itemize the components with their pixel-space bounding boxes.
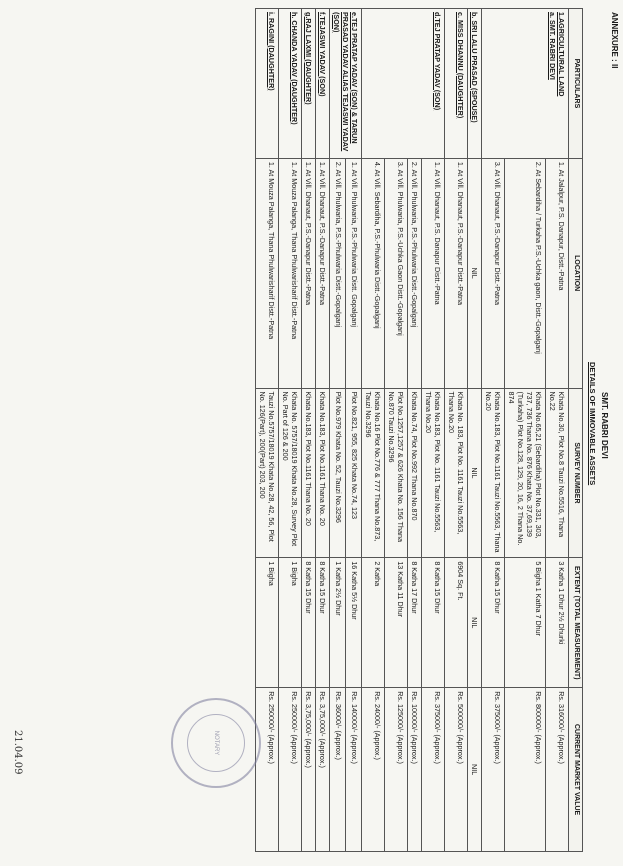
col-value: CURRENT MARKET VALUE (569, 688, 583, 852)
cell-value: Rs. 375000/- (Approx.) (422, 688, 445, 852)
table-header (569, 9, 583, 852)
section-head: d.TEJ PRATAP YADAV (SON) (362, 9, 445, 159)
cell-extent: 5 Bigha 1 Katha 7 Dhur (505, 558, 546, 688)
table-row (316, 9, 330, 852)
cell-survey: NIL (468, 388, 482, 558)
cell-location: 1. At Vill. Phulwaria, P.S.-Phulwaria Distt. Gopalganj (346, 158, 362, 388)
cell-location: 2. At Vill. Phulwaria, P.S.-Phulwaria Distt.-Gopalganj (330, 158, 346, 388)
col-survey: SURVEY NUMBER (569, 388, 583, 558)
cell-location: 1. At Jalalpur, P.S. Danapur, Distt.-Patna (546, 158, 569, 388)
cell-extent: 8 Katha 17 Dhur (408, 558, 422, 688)
cell-value: NIL (468, 688, 482, 852)
cell-location: 1. At Mouza Palanga, Thana Phulwarisharif Distt.-Patna (256, 158, 279, 388)
cell-extent: 6904 Sq. Ft. (445, 558, 468, 688)
cell-extent: 8 Katha 15 Dhur (422, 558, 445, 688)
col-particulars: PARTICULARS (569, 9, 583, 159)
col-location: LOCATION (569, 158, 583, 388)
section-head: c. MISS DHANNU (DAUGHTER) (445, 9, 468, 159)
cell-value: Rs. 800000/- (Approx.) (505, 688, 546, 852)
notary-stamp (171, 698, 261, 788)
cell-survey: Khata No. 5757/18019 Khata No.28, Survey Plot No. Part of 126 & 200 (279, 388, 302, 558)
cell-location: 1. At Vill. Dhanaut, P.S.-Danapur Distt.-Patna (316, 158, 330, 388)
cell-survey: Plot No.979 Khata No. 52, Tauzi No.3296 (330, 388, 346, 558)
table-row (302, 9, 316, 852)
cell-survey: Plot No.821, 955, 825 Khata No.74, 123 (346, 388, 362, 558)
assets-table (255, 8, 583, 852)
cell-value: Rs. 3,75,000/- (Approx.) (316, 688, 330, 852)
section-head: g.RAJ LAXMI (DAUGHTER) (302, 9, 316, 159)
subtitle: DETAILS OF IMMOVABLE ASSETS (588, 362, 597, 486)
cell-location: 3. At Vill. Dhanaut, P.S.-Danapur Distt.-Patna (482, 158, 505, 388)
cell-survey: Khata No.16 Plot No.776 & 777 Thana No.873, Tauzi No.3296 (362, 388, 385, 558)
cell-extent: 8 Katha 15 Dhur (302, 558, 316, 688)
cell-extent: 1 Bigha (256, 558, 279, 688)
cell-extent: 8 Katha 15 Dhur (482, 558, 505, 688)
cell-value: Rs. 3,75,000/- (Approx.) (302, 688, 316, 852)
table-row (256, 9, 279, 852)
table-row (445, 9, 468, 852)
cell-extent: 1 Bigha (279, 558, 302, 688)
cell-value: Rs. 140000/- (Approx.) (346, 688, 362, 852)
section-head: f.TEJASWI YADAV (SON) (316, 9, 330, 159)
cell-value: Rs. 250000/- (Approx.) (279, 688, 302, 852)
cell-survey: Khata No.30, Plot No.8 Tauzi No.5516, Thana No.22 (546, 388, 569, 558)
section-head: b. SRI LALU PRASAD (SPOUSE) (468, 9, 482, 159)
cell-survey: Tauzi No.5757/18019 Khata No.28, 42, 56, Plot No. 126(Part), 200(Part) 203, 200 (256, 388, 279, 558)
cell-extent: 13 Katha 11 Dhur (385, 558, 408, 688)
cell-survey: Khata No.183, Plot No.1161 Tauzi No.5563, Thana No.20 (482, 388, 505, 558)
cell-extent: 3 Katha 1 Dhur 2½ Dhurki (546, 558, 569, 688)
cell-survey: Khata No.183, Plot No.1161 Thana No. 20 (302, 388, 316, 558)
cell-extent: NIL (468, 558, 482, 688)
section-head: h. CHANDA YADAV (DAUGHTER) (279, 9, 302, 159)
cell-location: 1. At Vill. Dhanaut, P.S.-Danapur Distt.-Patna (445, 158, 468, 388)
cell-extent: 1 Katha 2½ Dhur (330, 558, 346, 688)
cell-survey: Khata No.183, Plot No.1161 Thana No. 20 (316, 388, 330, 558)
cell-value: Rs. 316000/- (Approx.) (546, 688, 569, 852)
cell-location: NIL (468, 158, 482, 388)
table-row (346, 9, 362, 852)
cell-survey: Plot No.1257,1257 & 626 Khata No. 156 Thana No.870 Tauzi No.3296 (385, 388, 408, 558)
handwritten-date: 21.04.09 (12, 730, 23, 775)
annexure-label: ANNEXURE : II (610, 12, 619, 69)
table-row (279, 9, 302, 852)
section-head: i. RAGINI (DAUGHTER) (256, 9, 279, 159)
cell-value: Rs. 100000/- (Approx.) (408, 688, 422, 852)
cell-value: Rs. 125000/- (Approx.) (385, 688, 408, 852)
section-head: e.TEJ PRATAP YADAV (SON) & TARUN PRASAD YADAV ALIAS TEJASWI YADAV (SON) (330, 9, 362, 159)
cell-location: 1. At Mouza Palanga, Thana Phulwarisharif Distt.-Patna (279, 158, 302, 388)
cell-value: Rs. 24000/- (Approx.) (362, 688, 385, 852)
cell-location: 2. At Sebardiha / Turkaha P.S.-Uchka gaon, Distt.-Gopalganj (505, 158, 546, 388)
section-head: 1.AGRICULTURAL LAND (557, 12, 567, 97)
col-extent: EXTENT (TOTAL MEASUREMENT) (569, 558, 583, 688)
notary-stamp-text: NOTARY (187, 714, 245, 772)
table-row (422, 9, 445, 852)
cell-value: Rs. 500000/- (Approx.) (445, 688, 468, 852)
section-sub: a. SMT. RABRI DEVI (548, 12, 558, 80)
cell-extent: 8 Katha 15 Dhur (316, 558, 330, 688)
cell-survey: Khata No.74, Plot No.992 Thana No.870 (408, 388, 422, 558)
cell-value: Rs. 250000/- (Approx.) (256, 688, 279, 852)
table-row (468, 9, 482, 852)
cell-location: 2. At Vill. Phulwaria, P.S.-Phulwaria Distt.-Gopalganj (408, 158, 422, 388)
owner-title: SMT. RABRI DEVI (600, 392, 609, 459)
cell-survey: Khata No.65,21 (Sebardiha) Plot No.331, 303, 737, 736 Thana No. 876 Khata No. 37,69,139 (Turkaha) Plot No.128, 129, 20, 16, 2 Thana No. 874 (505, 388, 546, 558)
cell-value: Rs. 375000/- (Approx.) (482, 688, 505, 852)
cell-value: Rs. 36000/- (Approx.) (330, 688, 346, 852)
table-row (546, 9, 569, 852)
cell-location: 1. At Vill. Dhanaut, P.S. Danapur Distt.-Patna (422, 158, 445, 388)
cell-location: 4. At Vill. Sebardiha, P.S.-Phulwaria Distt.-Gopalganj (362, 158, 385, 388)
cell-location: 1. At Vill. Dhanaut, P.S.-Danapur Distt.-Patna (302, 158, 316, 388)
cell-survey: Khata No. 183, Plot No. 1161 Tauzi No.5563, Thana No.20 (445, 388, 468, 558)
cell-location: 3. At Vill. Phulwaria, P.S.-Uchka Gaon Distt.-Gopalganj (385, 158, 408, 388)
cell-extent: 2 Katha (362, 558, 385, 688)
cell-extent: 16 Katha 5½ Dhur (346, 558, 362, 688)
cell-survey: Khata No.183, Plot No. 1161 Tauzi No.5563, Thana No.20 (422, 388, 445, 558)
